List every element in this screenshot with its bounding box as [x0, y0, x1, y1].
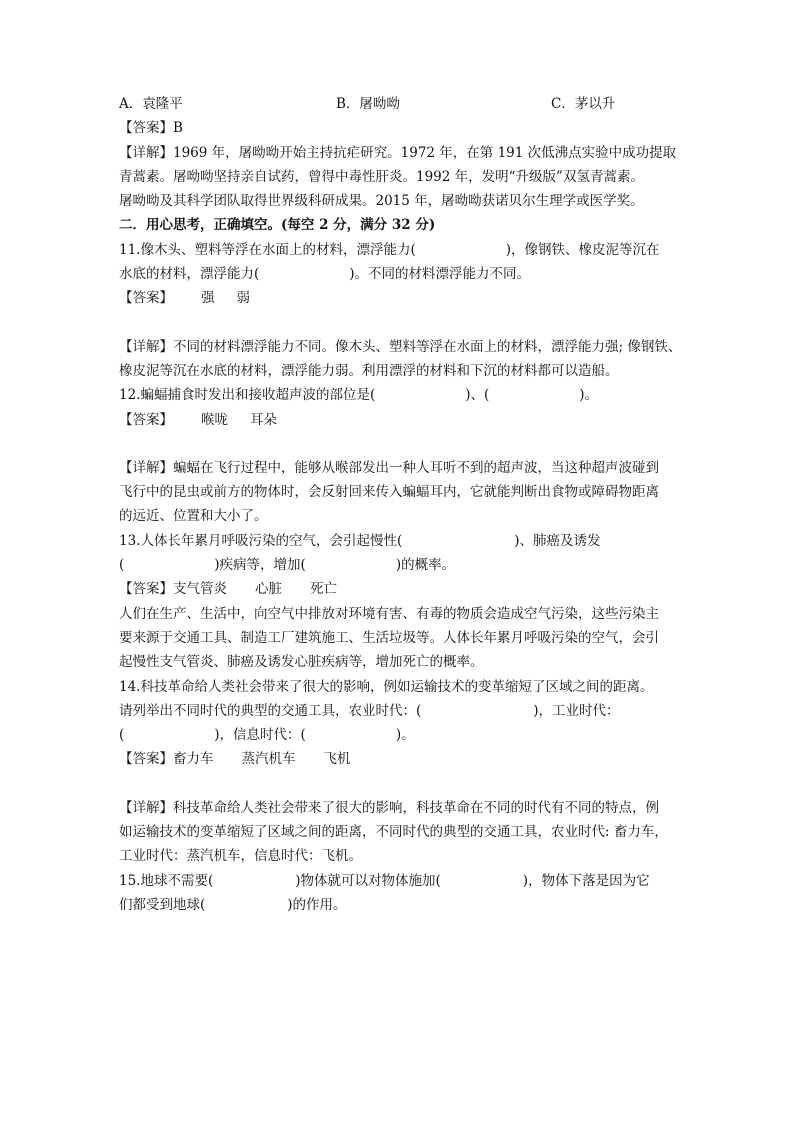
- q10-answer: 【答案】B: [119, 120, 183, 137]
- q11-detail-line-2: 橡皮泥等沉在水底的材料，漂浮能力弱。利用漂浮的材料和下沉的材料都可以造船。: [119, 362, 619, 379]
- q12-answer: 【答案】 喉咙 耳朵: [119, 411, 277, 428]
- q13-detail-line-3: 起慢性支气管炎、肺癌及诱发心脏疾病等，增加死亡的概率。: [119, 654, 484, 671]
- q11-question-line-2: 水底的材料，漂浮能力( )。不同的材料漂浮能力不同。: [119, 266, 531, 283]
- q13-question-line-2: ( )疾病等，增加( )的概率。: [119, 557, 456, 574]
- q12-answer-1: 喉咙: [201, 411, 228, 428]
- q12-detail-line-3: 的远近、位置和大小了。: [119, 508, 268, 525]
- q13-detail-line-1: 人们在生产、生活中，向空气中排放对环境有害、有毒的物质会造成空气污染，这些污染主: [119, 605, 659, 622]
- q14-answer-3: 飞机: [323, 751, 351, 768]
- q10-option-c: C．茅以升: [551, 96, 616, 112]
- q12-detail-line-2: 飞行中的昆虫或前方的物体时，会反射回来传入蝙蝠耳内，它就能判断出食物或障碍物距离: [119, 484, 659, 501]
- q14-detail-line-2: 如运输技术的变革缩短了区域之间的距离，不同时代的典型的交通工具，农业时代: 畜力车，: [119, 824, 668, 841]
- q10-options: [119, 92, 679, 116]
- q14-detail-line-1: 【详解】科技革命给人类社会带来了很大的影响，科技革命在不同的时代有不同的特点，例: [119, 799, 659, 816]
- q14-question-line-3: ( )，信息时代：( )。: [119, 727, 415, 744]
- q11-answer-2: 弱: [236, 290, 250, 307]
- q15-question-line-2: 们都受到地球( )的作用。: [119, 896, 347, 913]
- q11-answer: 【答案】 强 弱: [119, 290, 250, 307]
- q10-detail-line-2: 青蒿素。屠呦呦坚持亲自试药，曾得中毒性肝炎。1992 年，发明“升级版”双氢青蒿素。: [119, 168, 644, 185]
- q14-answer-2: 蒸汽机车: [241, 751, 296, 768]
- q15-question-line-1: 15.地球不需要( )物体就可以对物体施加( )，物体下落是因为它: [119, 872, 650, 889]
- q13-question-line-1: 13.人体长年累月呼吸污染的空气，会引起慢性( )、肺癌及诱发: [119, 532, 601, 549]
- q13-answer: 【答案】支气管炎 心脏 死亡: [119, 581, 337, 598]
- q13-answer-1: 支气管炎: [173, 581, 227, 598]
- q10-option-a: A．袁隆平: [119, 96, 183, 112]
- q11-answer-1: 强: [201, 290, 215, 307]
- q12-answer-2: 耳朵: [250, 411, 277, 428]
- q14-question-line-1: 14.科技革命给人类社会带来了很大的影响，例如运输技术的变革缩短了区域之间的距离。: [119, 678, 654, 695]
- q11-detail-line-1: 【详解】不同的材料漂浮能力不同。像木头、塑料等浮在水面上的材料，漂浮能力强; 像钢铁、: [119, 338, 682, 355]
- q10-detail-line-1: 【详解】1969 年，屠呦呦开始主持抗疟研究。1972 年，在第 191 次低沸点实验中成功提取: [119, 144, 677, 161]
- q12-question: 12.蝙蝠捕食时发出和接收超声波的部位是( )、( )。: [119, 387, 599, 404]
- q10-option-b: B．屠呦呦: [336, 96, 400, 112]
- q14-answer: 【答案】畜力车 蒸汽机车 飞机: [119, 751, 351, 768]
- q14-question-line-2: 请列举出不同时代的典型的交通工具，农业时代：( )，工业时代：: [119, 702, 620, 719]
- q12-detail-line-1: 【详解】蝙蝠在飞行过程中，能够从喉部发出一种人耳听不到的超声波，当这种超声波碰到: [119, 459, 659, 476]
- q10-detail-line-3: 屠呦呦及其科学团队取得世界级科研成果。2015 年，屠呦呦获诺贝尔生理学或医学奖。: [119, 193, 644, 210]
- section-heading: 二．用心思考，正确填空。(每空 2 分，满分 32 分): [119, 217, 436, 234]
- q14-detail-line-3: 工业时代：蒸汽机车，信息时代：飞机。: [119, 848, 362, 865]
- q11-question-line-1: 11.像木头、塑料等浮在水面上的材料，漂浮能力( )，像钢铁、橡皮泥等沉在: [119, 241, 660, 258]
- q13-answer-2: 心脏: [255, 581, 282, 598]
- q13-detail-line-2: 要来源于交通工具、制造工厂建筑施工、生活垃圾等。人体长年累月呼吸污染的空气，会引: [119, 629, 659, 646]
- document-page: [119, 92, 682, 917]
- q14-answer-1: 畜力车: [173, 751, 214, 768]
- q13-answer-3: 死亡: [310, 581, 337, 598]
